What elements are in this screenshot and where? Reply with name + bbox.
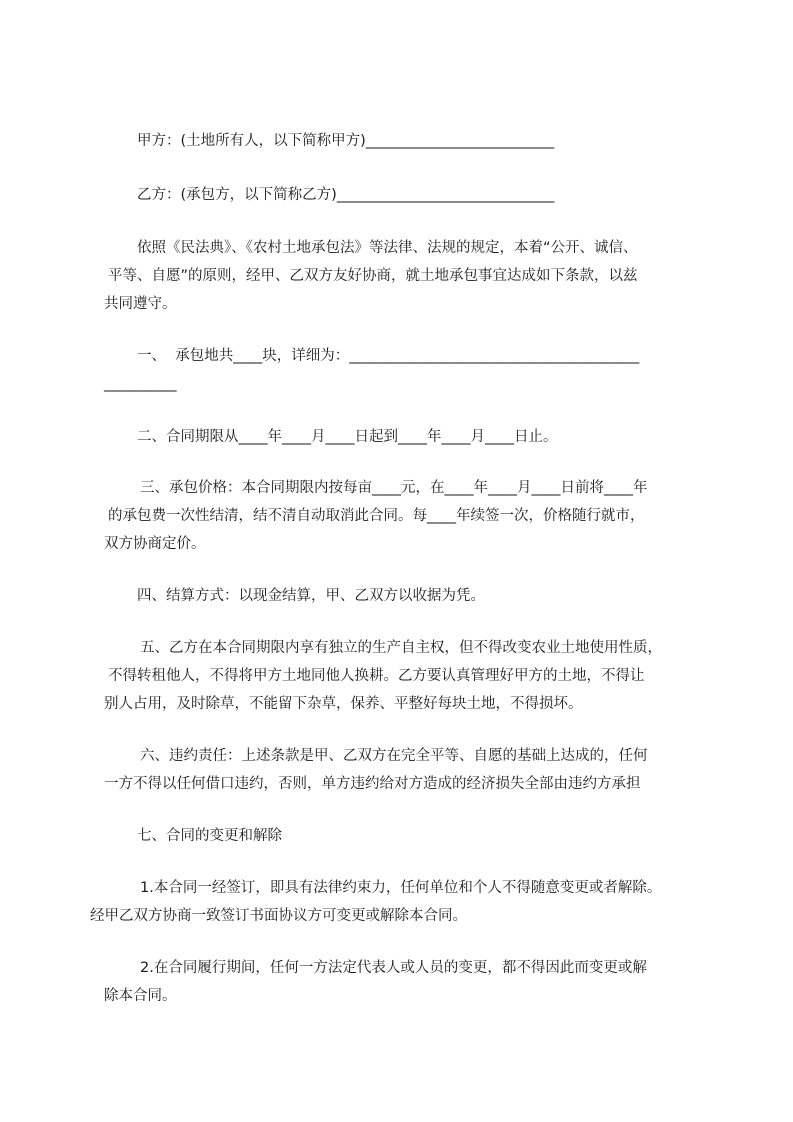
clause-line: 1.本合同一经签订，即具有法律约束力，任何单位和个人不得随意变更或者解除。 <box>140 880 662 896</box>
intro-line: 依照《民法典》、《农村土地承包法》等法律、法规的规定，本着“公开、诚信、 <box>137 240 638 256</box>
party-a-line: 甲方：(土地所有人，以下简称甲方)__________________________ <box>137 133 555 149</box>
clause-line: 的承包费一次性结清，结不清自动取消此合同。每____年续签一次，价格随行就市， <box>108 508 645 524</box>
clause-line: 双方协商定价。 <box>104 536 206 552</box>
clause-line: 经甲乙双方协商一致签订书面协议方可变更或解除本合同。 <box>90 908 467 924</box>
clause-line: 一方不得以任何借口违约，否则，单方违约给对方造成的经济损失全部由违约方承担 <box>104 776 641 792</box>
clause-line: 一、 承包地共____块，详细为：________________________________________ <box>137 348 640 364</box>
party-b-line: 乙方：(承包方，以下简称乙方)______________________________ <box>137 187 555 203</box>
clause-line: 五、乙方在本合同期限内享有独立的生产自主权，但不得改变农业土地使用性质， <box>140 640 662 656</box>
clause-line: 2.在合同履行期间，任何一方法定代表人或人员的变更，都不得因此而变更或解 <box>140 960 647 976</box>
clause-line: 不得转租他人，不得将甲方土地同他人换耕。乙方要认真管理好甲方的土地，不得让 <box>108 668 645 684</box>
clause-7-title: 七、合同的变更和解除 <box>137 828 282 844</box>
intro-line: 共同遵守。 <box>104 296 177 312</box>
clause-line: __________ <box>104 376 177 392</box>
clause-line: 除本合同。 <box>104 988 177 1004</box>
clause-line: 别人占用，及时除草，不能留下杂草，保养、平整好每块土地，不得损坏。 <box>104 696 583 712</box>
intro-line: 平等、自愿”的原则，经甲、乙双方友好协商，就土地承包事宜达成如下条款，以兹 <box>108 268 638 284</box>
clause-2: 二、合同期限从____年____月____日起到____年____月____日止。 <box>137 429 558 445</box>
clause-line: 三、承包价格：本合同期限内按每亩____元，在____年____月____日前将____年 <box>140 480 648 496</box>
clause-line: 六、违约责任：上述条款是甲、乙双方在完全平等、自愿的基础上达成的，任何 <box>140 748 648 764</box>
clause-4: 四、结算方式：以现金结算，甲、乙双方以收据为凭。 <box>137 588 485 604</box>
